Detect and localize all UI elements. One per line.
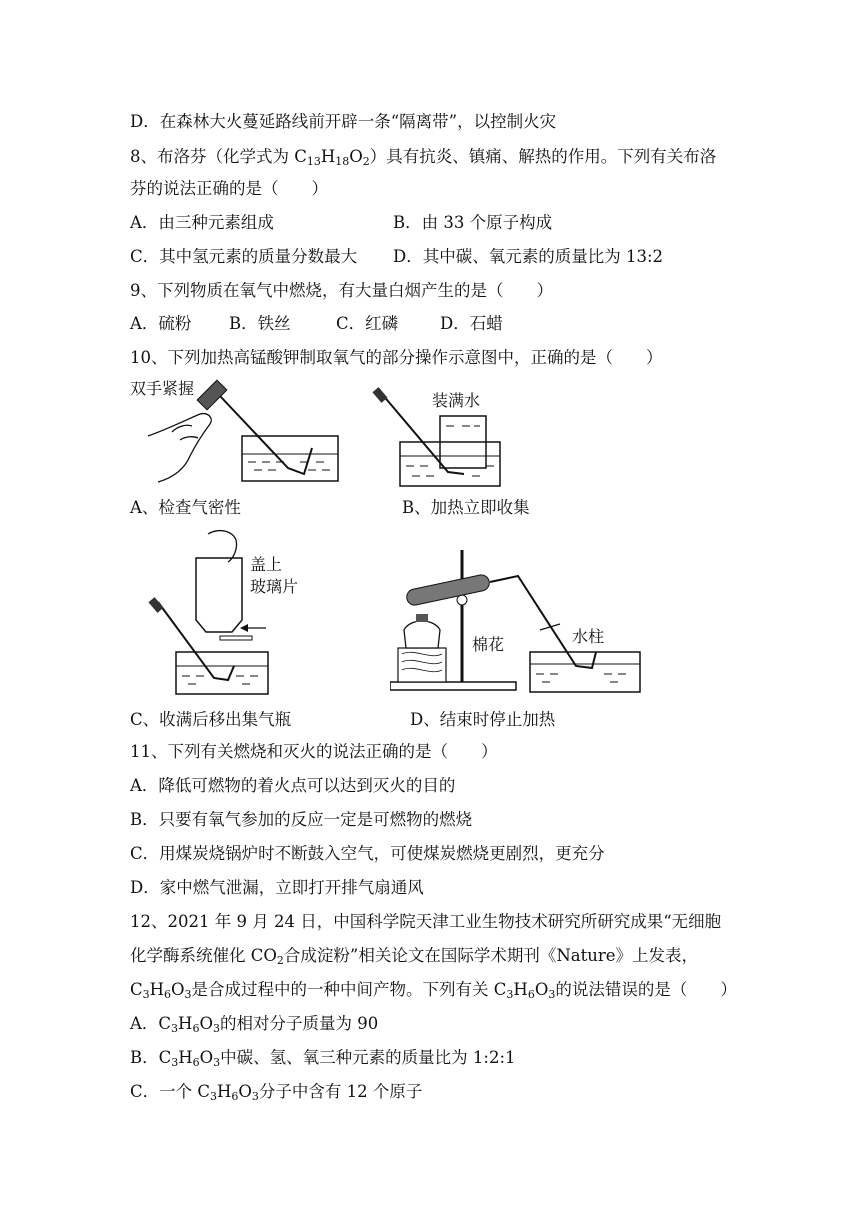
q8-option-c: C．其中氢元素的质量分数最大: [130, 247, 358, 266]
q12-option-b: B．$C_3H_6O_3$中碳、氢、氧三种元素的质量比为 1:2:1: [130, 1048, 516, 1069]
figure-c-caption: C、收满后移出集气瓶: [130, 710, 292, 729]
q8-option-d: D．其中碳、氧元素的质量比为 13:2: [393, 247, 664, 266]
q9-stem: 9、下列物质在氧气中燃烧，有大量白烟产生的是（ ）: [130, 281, 553, 300]
q9-option-b: B．铁丝: [229, 314, 291, 333]
q9-option-c: C．红磷: [336, 314, 399, 333]
q9-option-d: D．石蜡: [440, 314, 503, 333]
q12-stem-line2: 化学酶系统催化 $CO_2$合成淀粉”相关论文在国际学术期刊《Nature》上发表，: [130, 946, 699, 967]
figure-b-collect: [368, 384, 518, 490]
figure-d-caption: D、结束时停止加热: [410, 710, 556, 729]
q11-option-d: D．家中燃气泄漏，立即打开排气扇通风: [130, 878, 424, 897]
q10-stem: 10、下列加热高锰酸钾制取氧气的部分操作示意图中，正确的是（ ）: [130, 348, 663, 367]
figure-d-stop-heating: [390, 544, 670, 694]
q8-option-a: A．由三种元素组成: [130, 213, 274, 232]
q12-option-a: A．$C_3H_6O_3$的相对分子质量为 90: [130, 1014, 379, 1035]
q11-option-b: B．只要有氧气参加的反应一定是可燃物的燃烧: [130, 810, 473, 829]
q12-stem-line1: 12、2021 年 9 月 24 日，中国科学院天津工业生物技术研究所研究成果“无细胞: [130, 912, 722, 931]
figure-c-label-2: 玻璃片: [250, 577, 299, 596]
q11-option-a: A．降低可燃物的着火点可以达到灭火的目的: [130, 776, 456, 795]
q11-option-c: C．用煤炭烧锅炉时不断鼓入空气，可使煤炭燃烧更剧烈，更充分: [130, 844, 605, 863]
figure-b-caption: B、加热立即收集: [402, 498, 530, 517]
figure-a-caption: A、检查气密性: [130, 498, 241, 517]
figure-d-label-cotton: 棉花: [472, 635, 505, 654]
q12-option-c: C．一个 $C_3H_6O_3$分子中含有 12 个原子: [130, 1082, 423, 1103]
q8-stem-line1: 8、布洛芬（化学式为 $C_{13}H_{18}O_2$）具有抗炎、镇痛、解热的作用。下列有关布洛: [130, 147, 717, 168]
figure-c-label-1: 盖上: [250, 555, 283, 574]
q11-stem: 11、下列有关燃烧和灭火的说法正确的是（ ）: [130, 742, 498, 761]
figure-b-label: 装满水: [432, 391, 481, 410]
q8-option-b: B．由 33 个原子构成: [393, 213, 553, 232]
figure-a-label: 双手紧握: [130, 379, 195, 398]
q7-option-d: D．在森林大火蔓延路线前开辟一条“隔离带”，以控制火灾: [130, 112, 557, 131]
q8-stem-line2: 芬的说法正确的是（ ）: [130, 179, 328, 198]
figure-a-airtightness: [128, 374, 348, 486]
figure-d-label-water: 水柱: [572, 627, 605, 646]
q12-stem-line3: $C_3H_6O_3$是合成过程中的一种中间产物。下列有关 $C_3H_6O_3$的说法错误的是（ ）: [130, 980, 737, 1001]
q9-option-a: A．硫粉: [130, 314, 192, 333]
